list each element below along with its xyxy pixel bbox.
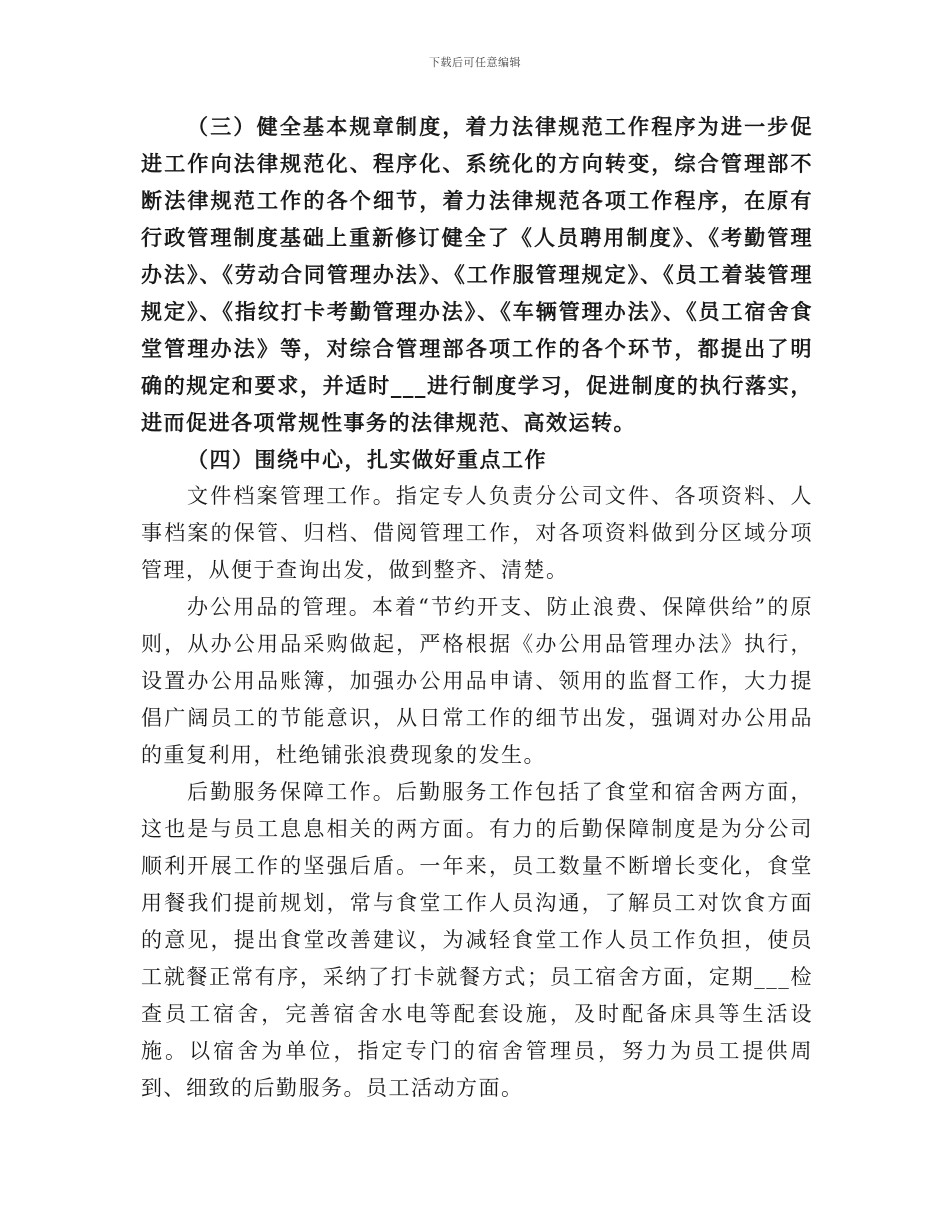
paragraph-section-three: （三）健全基本规章制度，着力法律规范工作程序为进一步促进工作向法律规范化、程序化、系统化的方向转变，综合管理部不断法律规范工作的各个细节，着力法律规范各项工作程序，在原有行政管理制度基础上重新修订健全了《人员聘用制度》、《考勤管理办法》、《劳动合同管理办法》、《工作服管理规定》、《员工着装管理规定》、《指纹打卡考勤管理办法》、《车辆管理办法》、《员工宿舍食堂管理办法》等，对综合管理部各项工作的各个环节，都提出了明确的规定和要求，并适时___进行制度学习，促进制度的执行落实，进而促进各项常规性事务的法律规范、高效运转。 xyxy=(141,114,813,435)
document-body xyxy=(141,108,813,1107)
paragraph-office-supplies: 办公用品的管理。本着“节约开支、防止浪费、保障供给”的原则，从办公用品采购做起，严格根据《办公用品管理办法》执行，设置办公用品账簿，加强办公用品申请、领用的监督工作，大力提倡广阔员工的节能意识，从日常工作的细节出发，强调对办公用品的重复利用，杜绝铺张浪费现象的发生。 xyxy=(141,595,813,767)
paragraph-logistics-service: 后勤服务保障工作。后勤服务工作包括了食堂和宿舍两方面，这也是与员工息息相关的两方面。有力的后勤保障制度是为分公司顺利开展工作的坚强后盾。一年来，员工数量不断增长变化，食堂用餐我们提前规划，常与食堂工作人员沟通，了解员工对饮食方面的意见，提出食堂改善建议，为减轻食堂工作人员工作负担，使员工就餐正常有序，采纳了打卡就餐方式；员工宿舍方面，定期___检查员工宿舍，完善宿舍水电等配套设施，及时配备床具等生活设施。以宿舍为单位，指定专门的宿舍管理员，努力为员工提供周到、细致的后勤服务。员工活动方面。 xyxy=(141,780,813,1100)
paragraph-file-archive: 文件档案管理工作。指定专人负责分公司文件、各项资料、人事档案的保管、归档、借阅管理工作，对各项资料做到分区域分项管理，从便于查询出发，做到整齐、清楚。 xyxy=(141,484,813,582)
heading-section-four: （四）围绕中心，扎实做好重点工作 xyxy=(187,447,547,472)
page-header: 下载后可任意编辑 xyxy=(429,56,521,69)
